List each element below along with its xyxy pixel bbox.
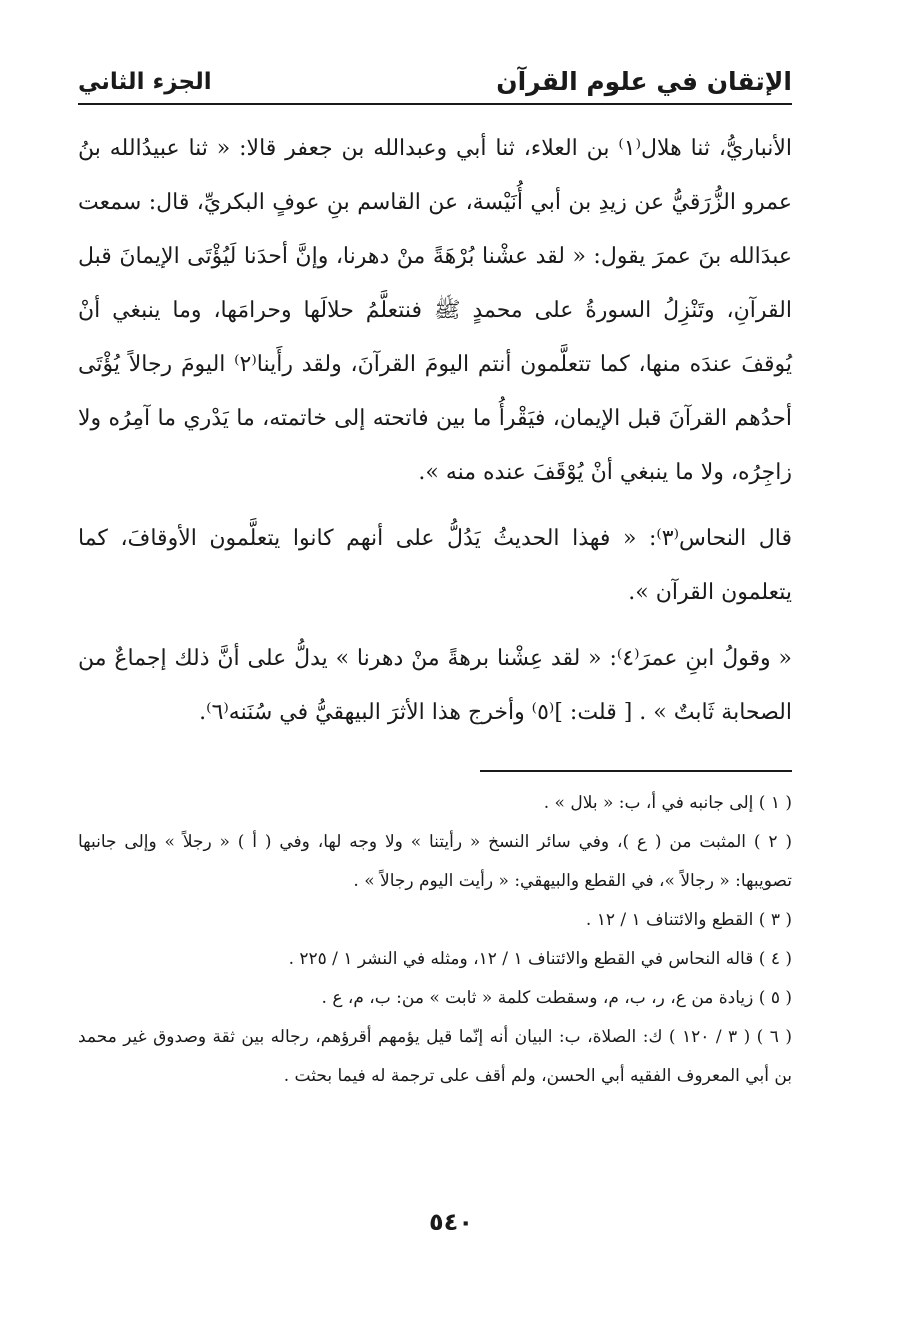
footnote: ( ٣ ) القطع والائتناف ١ / ١٢ .: [585, 910, 792, 930]
footnote: ( ٥ ) زيادة من ع، ر، ب، م، وسقطت كلمة « ثابت » من: ب، م، ع .: [321, 988, 792, 1008]
volume-label: الجزء الثاني: [78, 69, 212, 95]
header-rule: [78, 103, 792, 105]
footnote: ( ٢ ) المثبت من ( ع )، وفي سائر النسخ « رأيتنا » ولا وجه لها، وفي ( أ ) « رجلاً » وإلى جانبها تصويبها: « رجالاً »، في القطع والبيهقي: « رأيت اليوم رجالاً » .: [78, 832, 792, 891]
page-number: ٥٤٠: [429, 1208, 473, 1236]
footnote: ( ٤ ) قاله النحاس في القطع والائتناف ١ / ١٢، ومثله في النشر ١ / ٢٢٥ .: [288, 949, 792, 969]
book-title: الإتقان في علوم القرآن: [496, 67, 792, 96]
paragraph: « وقولُ ابنِ عمرَ⁽٤⁾: « لقد عِشْنا برهةً منْ دهرنا » يدلُّ على أنَّ ذلك إجماعٌ من الصحابة ثَابتٌ » . [ قلت: ]⁽٥⁾ وأخرج هذا الأثرَ البيهقيُّ في سُنَنه⁽٦⁾.: [78, 646, 792, 725]
footnote: ( ٦ ) ( ٣ / ١٢٠ ) ك: الصلاة، ب: البيان أنه إنّما قيل يؤمهم أقرؤهم، رجاله بين ثقة وصدوق غير محمد بن أبي المعروف الفقيه أبي الحسن، ولم أقف على ترجمة له فيما بحثت .: [78, 1027, 792, 1086]
paragraph: قال النحاس⁽٣⁾: « فهذا الحديثُ يَدُلُّ على أنهم كانوا يتعلَّمون الأوقافَ، كما يتعلمون القرآن ».: [78, 526, 792, 605]
footnote-separator: [480, 770, 792, 772]
paragraph: الأنباريُّ، ثنا هلال⁽١⁾ بن العلاء، ثنا أبي وعبدالله بن جعفر قالا: « ثنا عبيدُالله بنُ عمرو الزُّرَقيُّ عن زيدِ بن أبي أُنَيْسة، عن القاسم بنِ عوفٍ البكريِّ، قال: سمعت عبدَالله بنَ عمرَ يقول: « لقد عشْنا بُرْهَةً منْ دهرنا، وإنَّ أحدَنا لَيُؤْتَى الإيمانَ قبل القرآنِ، وتَنْزِلُ السورةُ على محمدٍ ﷺ فنتعلَّمُ حلالَها وحرامَها، وما ينبغي أنْ يُوقفَ عندَه منها، كما تتعلَّمون أنتم اليومَ القرآنَ، ولقد رأَينا⁽٢⁾ اليومَ رجالاً يُؤْتَى أحدُهم القرآنَ قبل الإيمان، فيَقْرأُ ما بين فاتحته إلى خاتمته، ما يَدْري ما آمِرُه ولا زاجِرُه، ولا ما ينبغي أنْ يُوْقَفَ عنده منه ».: [78, 136, 793, 485]
main-text: [78, 122, 792, 740]
running-header: [78, 52, 792, 102]
footnotes: [78, 784, 792, 1096]
footnote: ( ١ ) إلى جانبه في أ، ب: « بلال » .: [543, 793, 792, 813]
